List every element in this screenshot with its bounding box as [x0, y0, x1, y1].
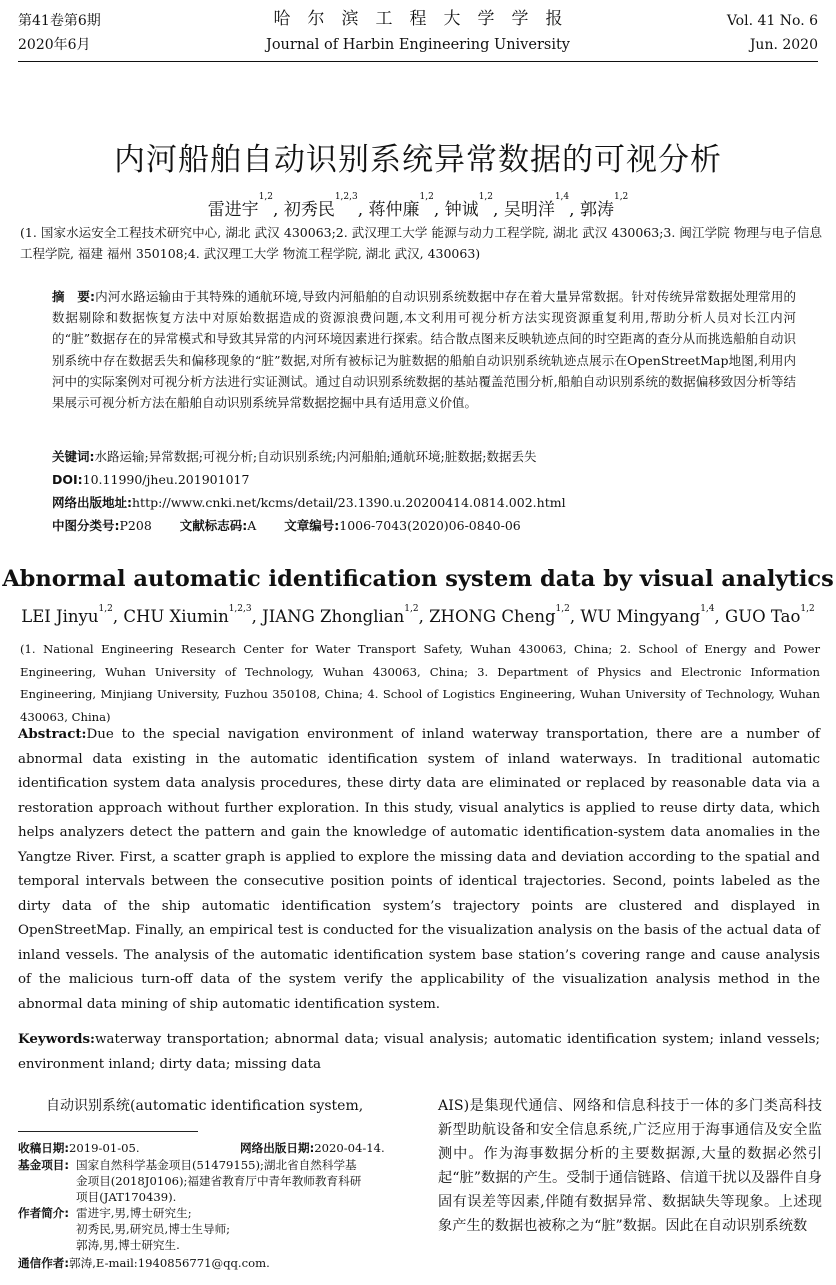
journal-name-cn: 哈 尔 滨 工 程 大 学 学 报	[273, 9, 563, 29]
affiliations-en: (1. National Engineering Research Center for Water Transport Safety, Wuhan 430063, China; 2. School of Energy and Power Engineering, Wuhan University of Technology, Wuhan 430063, China; 3. Department of Physics and Electronic Information Engineering, Minjiang University, Fuzhou 350108, China; 4. School of Logistics Engineering, Wuhan University of Technology, Wuhan 430063, China)	[20, 642, 820, 724]
volume-issue-en: Vol. 41 No. 6	[726, 13, 818, 29]
author-affiliation-sup: 1,4	[554, 192, 570, 202]
author-name: WU Mingyang	[580, 607, 701, 626]
online-date	[240, 1141, 385, 1156]
author-affiliation-sup: 1,2,3	[334, 192, 358, 202]
author-affiliation-sup: 1,2	[419, 192, 434, 202]
doi-value: 10.11990/jheu.201901017	[82, 472, 250, 487]
author-affiliation-sup: 1,2	[613, 192, 629, 202]
fund-line-1: 国家自然科学基金项目(51479155);湖北省自然科学基	[76, 1158, 357, 1172]
doc-code-value: A	[247, 518, 257, 533]
author-info-label	[18, 1206, 69, 1221]
author-name: ZHONG Cheng	[429, 607, 556, 626]
keywords-cn	[52, 447, 536, 467]
corresponding-author	[18, 1256, 270, 1271]
clc-value: P208	[119, 518, 152, 533]
author-affiliation-sup: 1,2	[258, 192, 274, 202]
keywords-en-label: Keywords:	[18, 1031, 96, 1047]
corresponding-label: 通信作者:	[18, 1256, 70, 1270]
keywords-en-text: waterway transportation; abnormal data; visual analysis; automatic identification system; inland vessels; environment inland; dirty data; missing data	[18, 1032, 820, 1072]
author-name: 钟诚	[444, 200, 479, 220]
received-label: 收稿日期:	[18, 1141, 70, 1155]
author-affiliation-sup: 1,2	[404, 604, 419, 614]
clc-label: 中图分类号:	[52, 518, 120, 533]
author-list-cn: 雷进宇$^{1,2}$, 初秀民$^{1,2,3}$, 蒋仲廉$^{1,2}$, 钟诚$^{1,2}$, 吴明洋$^{1,4}$, 郭涛$^{1,2}$	[207, 192, 629, 220]
abstract-cn	[52, 286, 796, 413]
volume-issue-cn: 第41卷第6期	[18, 13, 101, 29]
fund-line-2: 金项目(2018J0106);福建省教育厅中青年教师教育科研	[76, 1174, 362, 1188]
keywords-cn-text: 水路运输;异常数据;可视分析;自动识别系统;内河船舶;通航环境;脏数据;数据丢失	[94, 449, 537, 464]
date-en: Jun. 2020	[749, 37, 818, 53]
received-date	[18, 1141, 140, 1156]
header-rule	[18, 61, 818, 62]
author-name: 吴明洋	[503, 200, 555, 220]
doi-label: DOI:	[52, 472, 83, 487]
footnote-rule	[18, 1131, 198, 1132]
abstract-en	[18, 722, 820, 1017]
body-text-right: AIS)是集现代通信、网络和信息科技于一体的多门类高科技新型助航设备和安全信息系统,广泛应用于海事通信及安全监测中。作为海事数据分析的主要数据源,大量的数据必然引起“脏”数据的产生。受制于通信链路、信道干扰以及器件自身固有误差等因素,伴随有数据异常、数据缺失等现象。上述现象产生的数据也被称之为“脏”数据。因此在自动识别系统数	[438, 1098, 822, 1234]
author-info-line-1: 雷进宇,男,博士研究生;	[76, 1206, 192, 1220]
article-number-value: 1006-7043(2020)06-0840-06	[339, 518, 521, 533]
abstract-en-text: Due to the special navigation environment of inland waterway transportation, there are a number of abnormal data existing in the automatic identification system of inland waterways. In traditional automatic identification system data analysis procedures, these dirty data are eliminated or replaced by reasonable data via a restoration approach without further exploration. In this study, visual analytics is applied to reuse dirty data, which helps analyzers detect the pattern and gain the knowledge of automatic identification-system data anomalies in the Yangtze River. First, a scatter graph is applied to explore the missing data and deviation according to the spatial and temporal intervals between the consecutive position points of identical trajectories. Second, points labeled as the dirty data of the ship automatic identification system’s trajectory points are clustered and displayed in OpenStreetMap. Finally, an empirical test is conducted for the visualization analysis on the basis of the actual data of inland vessels. The analysis of the automatic identification system base station’s covering range and cause analysis of the malicious turn-off data of the system verify the applicability of the visualization analysis method in the abnormal data mining of ship automatic identification system.	[18, 727, 820, 1012]
author-info-label-text: 作者简介:	[18, 1206, 70, 1220]
author-affiliation-sup: 1,2	[98, 604, 113, 614]
fund-label-text: 基金项目:	[18, 1158, 70, 1172]
online-date-value: 2020-04-14.	[314, 1141, 385, 1155]
author-name: 郭涛	[579, 200, 614, 220]
page-title-cn: 内河船舶自动识别系统异常数据的可视分析	[114, 142, 722, 178]
doc-code-label: 文献标志码:	[179, 518, 248, 533]
article-number-label: 文章编号:	[284, 518, 340, 533]
online-address-link[interactable]: http://www.cnki.net/kcms/detail/23.1390.u.20200414.0814.002.html	[132, 495, 566, 510]
body-text-left: 自动识别系统(automatic identification system,	[46, 1098, 364, 1114]
author-name: 初秀民	[283, 200, 335, 220]
classification-line	[52, 516, 521, 536]
abstract-cn-text: 内河水路运输由于其特殊的通航环境,导致内河船舶的自动识别系统数据中存在着大量异常数据。针对传统异常数据处理常用的数据剔除和数据恢复方法中对原始数据造成的资源浪费问题,本文利用可视分析方法实现资源重复利用,帮助分析人员对长江内河的“脏”数据存在的异常模式和导致其异常的内河环境因素进行探索。结合散点图来反映轨迹点间的时空距离的查分从而挑选船舶自动识别系统中存在数据丢失和偏移现象的“脏”数据,对所有被标记为脏数据的船舶自动识别系统轨迹点展示在OpenStreetMap地图,利用内河中的实际案例对可视分析方法进行实证测试。通过自动识别系统数据的基站覆盖范围分析,船舶自动识别系统的数据偏移致因分析等结果展示可视分析方法在船舶自动识别系统异常数据挖掘中具有适用意义价值。	[52, 289, 796, 411]
author-name: LEI Jinyu	[21, 607, 99, 626]
author-affiliation-sup: 1,2,3	[228, 604, 252, 614]
author-name: CHU Xiumin	[123, 607, 229, 626]
online-address	[52, 493, 566, 513]
affiliations-cn: (1. 国家水运安全工程技术研究中心, 湖北 武汉 430063;2. 武汉理工大学 能源与动力工程学院, 湖北 武汉 430063;3. 闽江学院 物理与电子信息工程学院, 福建 福州 350108;4. 武汉理工大学 物流工程学院, 湖北 武汉, 430063)	[20, 225, 822, 261]
abstract-en-label: Abstract:	[18, 726, 87, 742]
abstract-cn-label: 摘 要:	[52, 289, 96, 304]
journal-name-en: Journal of Harbin Engineering University	[266, 37, 570, 53]
fund-label	[18, 1158, 69, 1173]
author-affiliation-sup: 1,2	[478, 192, 494, 202]
author-name: JIANG Zhonglian	[262, 607, 405, 626]
author-info-line-3: 郭涛,男,博士研究生.	[76, 1238, 180, 1252]
keywords-en	[18, 1027, 820, 1077]
author-list-en: LEI Jinyu$^{1,2}$, CHU Xiumin$^{1,2,3}$, JIANG Zhonglian$^{1,2}$, ZHONG Cheng$^{1,2}$, WU Mingyang$^{1,4}$, GUO Tao$^{1,2}$	[21, 604, 815, 626]
author-affiliation-sup: 1,4	[700, 604, 715, 614]
author-info-line-2: 初秀民,男,研究员,博士生导师;	[76, 1222, 231, 1236]
page-title-en: Abnormal automatic identification system data by visual analytics	[2, 566, 834, 592]
author-affiliation-sup: 1,2	[555, 604, 570, 614]
date-cn: 2020年6月	[18, 37, 91, 53]
author-name: GUO Tao	[725, 607, 801, 626]
online-address-label: 网络出版地址:	[52, 495, 132, 510]
corresponding-value: 郭涛,E-mail:1940856771@qq.com.	[69, 1256, 270, 1270]
author-name: 蒋仲廉	[368, 200, 420, 220]
received-value: 2019-01-05.	[69, 1141, 140, 1155]
author-affiliation-sup: 1,2	[800, 604, 815, 614]
doi	[52, 470, 249, 490]
fund-line-3: 项目(JAT170439).	[76, 1190, 177, 1204]
keywords-cn-label: 关键词:	[52, 449, 95, 464]
author-name: 雷进宇	[207, 200, 259, 220]
online-date-label: 网络出版日期:	[240, 1141, 315, 1155]
